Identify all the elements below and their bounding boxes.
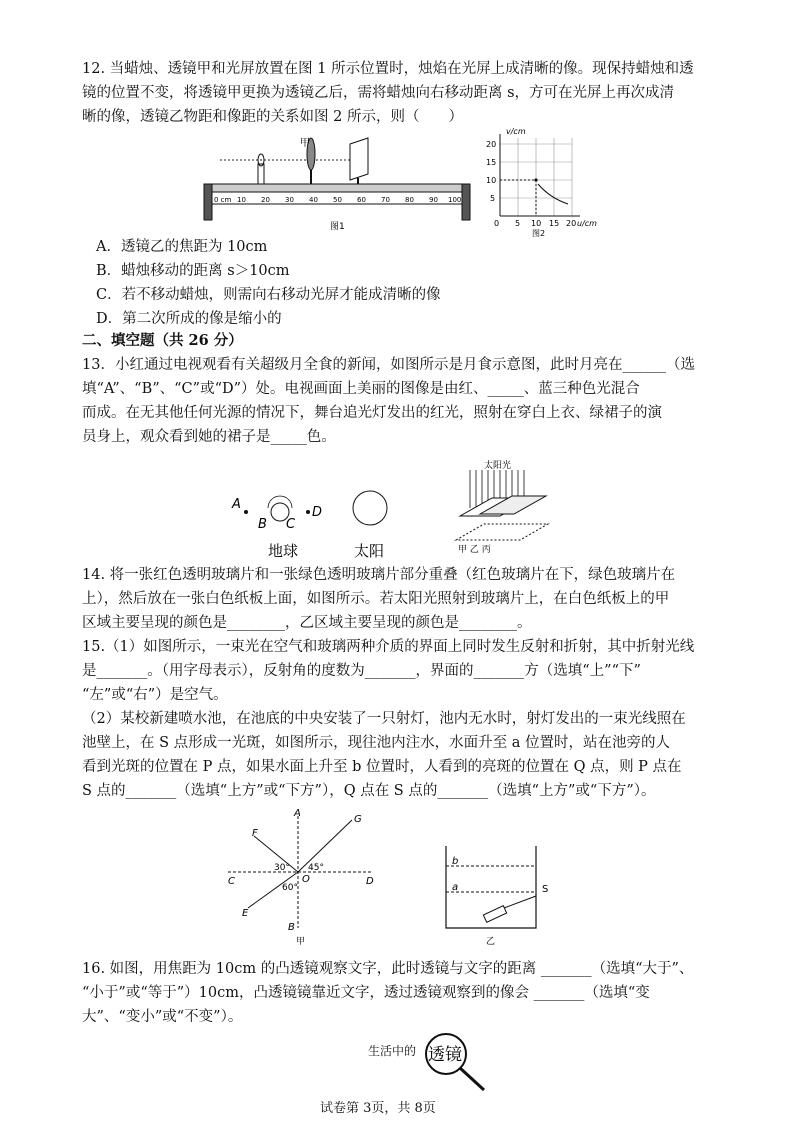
svg-text:0 cm: 0 cm [214, 196, 232, 204]
figure-b-caption: 乙 [486, 937, 496, 947]
q12-line-1: 12. 当蜡烛、透镜甲和光屏放置在图 1 所示位置时，烛焰在光屏上成清晰的像。现保持蜡烛和透 [82, 61, 694, 77]
angle-30: 30° [274, 863, 290, 873]
q15-line-1: 15.（1）如图所示，一束光在空气和玻璃两种介质的界面上同时发生反射和折射，其中折射光线 [82, 639, 695, 655]
svg-text:90: 90 [429, 196, 438, 204]
svg-text:60: 60 [357, 196, 366, 204]
graph-ylabel: v/cm [506, 127, 526, 136]
candle-icon [258, 164, 264, 184]
label-b: B [288, 922, 295, 933]
svg-text:20: 20 [261, 196, 270, 204]
svg-text:30: 30 [285, 196, 294, 204]
svg-text:40: 40 [309, 196, 318, 204]
label-c: C [228, 876, 235, 887]
label-level-a: a [452, 882, 459, 893]
svg-text:15: 15 [549, 219, 560, 228]
svg-text:5: 5 [490, 194, 496, 203]
graph-curve [538, 184, 568, 204]
lens-label: 甲 [300, 138, 310, 149]
pool-figure [440, 838, 560, 948]
q12-line-3: 晰的像，透镜乙物距和像距的关系如图 2 所示，则（ ） [82, 109, 463, 125]
q15-line-6: 看到光斑的位置在 P 点，如果水面上升至 b 位置时，人看到的亮斑的位置在 Q 点，则 P 点在 [82, 759, 682, 775]
q16-line-3: 大”、“变小”或“不变”）。 [82, 1009, 243, 1025]
svg-text:10: 10 [486, 176, 497, 185]
svg-text:10: 10 [531, 219, 542, 228]
angle-45: 45° [308, 863, 324, 873]
graph-yticks [486, 140, 496, 203]
q12-option-a: A．透镜乙的焦距为 10cm [96, 239, 268, 255]
q16-line-1: 16. 如图，用焦距为 10cm 的凸透镜观察文字，此时透镜与文字的距离 _______（选填“大于”、 [82, 961, 694, 977]
svg-text:20: 20 [486, 140, 497, 149]
magnifier-figure [420, 1030, 492, 1094]
angle-60: 60° [282, 883, 298, 893]
magnified-text: 透镜 [428, 1045, 462, 1065]
point-c-label: C [286, 517, 296, 532]
ray-og [298, 820, 352, 872]
figure-a-caption: 甲 [296, 937, 306, 947]
label-level-b: b [452, 856, 459, 867]
svg-text:50: 50 [333, 196, 342, 204]
graph-point [534, 178, 537, 181]
svg-text:80: 80 [405, 196, 414, 204]
svg-text:100: 100 [448, 196, 462, 204]
q15-line-4: （2）某校新建喷水池，在池底的中央安装了一只射灯，池内无水时，射灯发出的一束光线照在 [82, 711, 686, 727]
q14-line-1: 14. 将一张红色透明玻璃片和一张绿色透明玻璃片部分重叠（红色玻璃片在下，绿色玻璃片在 [82, 567, 676, 583]
label-a: A [294, 808, 301, 819]
q14-line-3: 区域主要呈现的颜色是________，乙区域主要呈现的颜色是________。 [82, 615, 532, 631]
q12-option-b: B．蜡烛移动的距离 s＞10cm [96, 263, 290, 279]
glass-sheets-figure [452, 456, 552, 556]
q16-line-2: “小于”或“等于”）10cm，凸透镜镜靠近文字，透过透镜观察到的像会 _______（选填“变 [82, 985, 650, 1001]
reflection-refraction-figure [222, 808, 382, 948]
regions-label: 甲 乙 丙 [458, 545, 491, 555]
q13-line-3: 而成。在无其他任何光源的情况下，舞台追光灯发出的红光，照射在穿白上衣、绿裙子的演 [82, 405, 662, 421]
q15-line-2: 是_______。（用字母表示），反射角的度数为_______，界面的_______方（选填“上”“下” [82, 663, 641, 679]
q13-line-1: 13．小红通过电视观看有关超级月全食的新闻，如图所示是月食示意图，此时月亮在______（选 [82, 357, 695, 373]
point-a-label: A [232, 497, 241, 512]
q15-line-3: “左”或“右”）是空气。 [82, 687, 228, 703]
svg-text:70: 70 [381, 196, 390, 204]
graph-xticks [494, 219, 576, 228]
label-s: S [542, 884, 549, 895]
q12-line-2: 镜的位置不变，将透镜甲更换为透镜乙后，需将蜡烛向右移动距离 s，方可在光屏上再次成清 [82, 85, 675, 101]
spotlight-icon [483, 906, 506, 923]
label-g: G [354, 814, 362, 825]
q13-line-4: 员身上，观众看到她的裙子是_____色。 [82, 429, 336, 445]
magnifier-prefix: 生活中的 [368, 1044, 417, 1058]
q12-option-d: D．第二次所成的像是缩小的 [96, 311, 282, 327]
sun-icon [353, 491, 387, 525]
sunlight-label: 太阳光 [484, 461, 512, 471]
v-u-graph [480, 124, 600, 238]
light-ray [504, 896, 536, 908]
optical-bench-figure [200, 132, 475, 232]
point-d-label: D [312, 505, 323, 520]
section-2-title: 二、填空题（共 26 分） [82, 332, 243, 349]
white-board [456, 524, 548, 540]
figure-1-caption: 图1 [330, 222, 345, 232]
svg-text:20: 20 [566, 219, 577, 228]
q15-line-5: 池壁上，在 S 点形成一光斑，如图所示，现往池内注水，水面升至 a 位置时，站在池旁的人 [82, 735, 671, 751]
earth-label: 地球 [268, 542, 299, 560]
label-o: O [302, 874, 310, 885]
label-d: D [366, 876, 374, 887]
figure-2-caption: 图2 [532, 229, 546, 238]
point-b-label: B [258, 517, 267, 532]
svg-text:15: 15 [486, 158, 497, 167]
svg-text:10: 10 [237, 196, 246, 204]
q15-line-7: S 点的_______（选填“上方”或“下方”），Q 点在 S 点的_______（选填“上方”或“下方”）。 [82, 783, 656, 799]
page-footer: 试卷第 3页，共 8页 [320, 1101, 436, 1116]
sun-label: 太阳 [354, 542, 385, 560]
q12-option-c: C．若不移动蜡烛，则需向右移动光屏才能成清晰的像 [96, 287, 441, 303]
screen-icon [350, 138, 368, 180]
svg-text:0: 0 [494, 219, 500, 228]
q14-line-2: 上），然后放在一张白色纸板上面，如图所示。若太阳光照射到玻璃片上，在白色纸板上的甲 [82, 591, 670, 607]
svg-text:5: 5 [515, 219, 521, 228]
lunar-eclipse-figure [228, 480, 428, 560]
graph-xlabel: u/cm [577, 219, 597, 228]
label-e: E [242, 908, 249, 919]
q13-line-2: 填“A”、“B”、“C”或“D”）处。电视画面上美丽的图像是由红、_____、蓝三种色光混合 [82, 381, 640, 397]
label-f: F [252, 828, 258, 839]
